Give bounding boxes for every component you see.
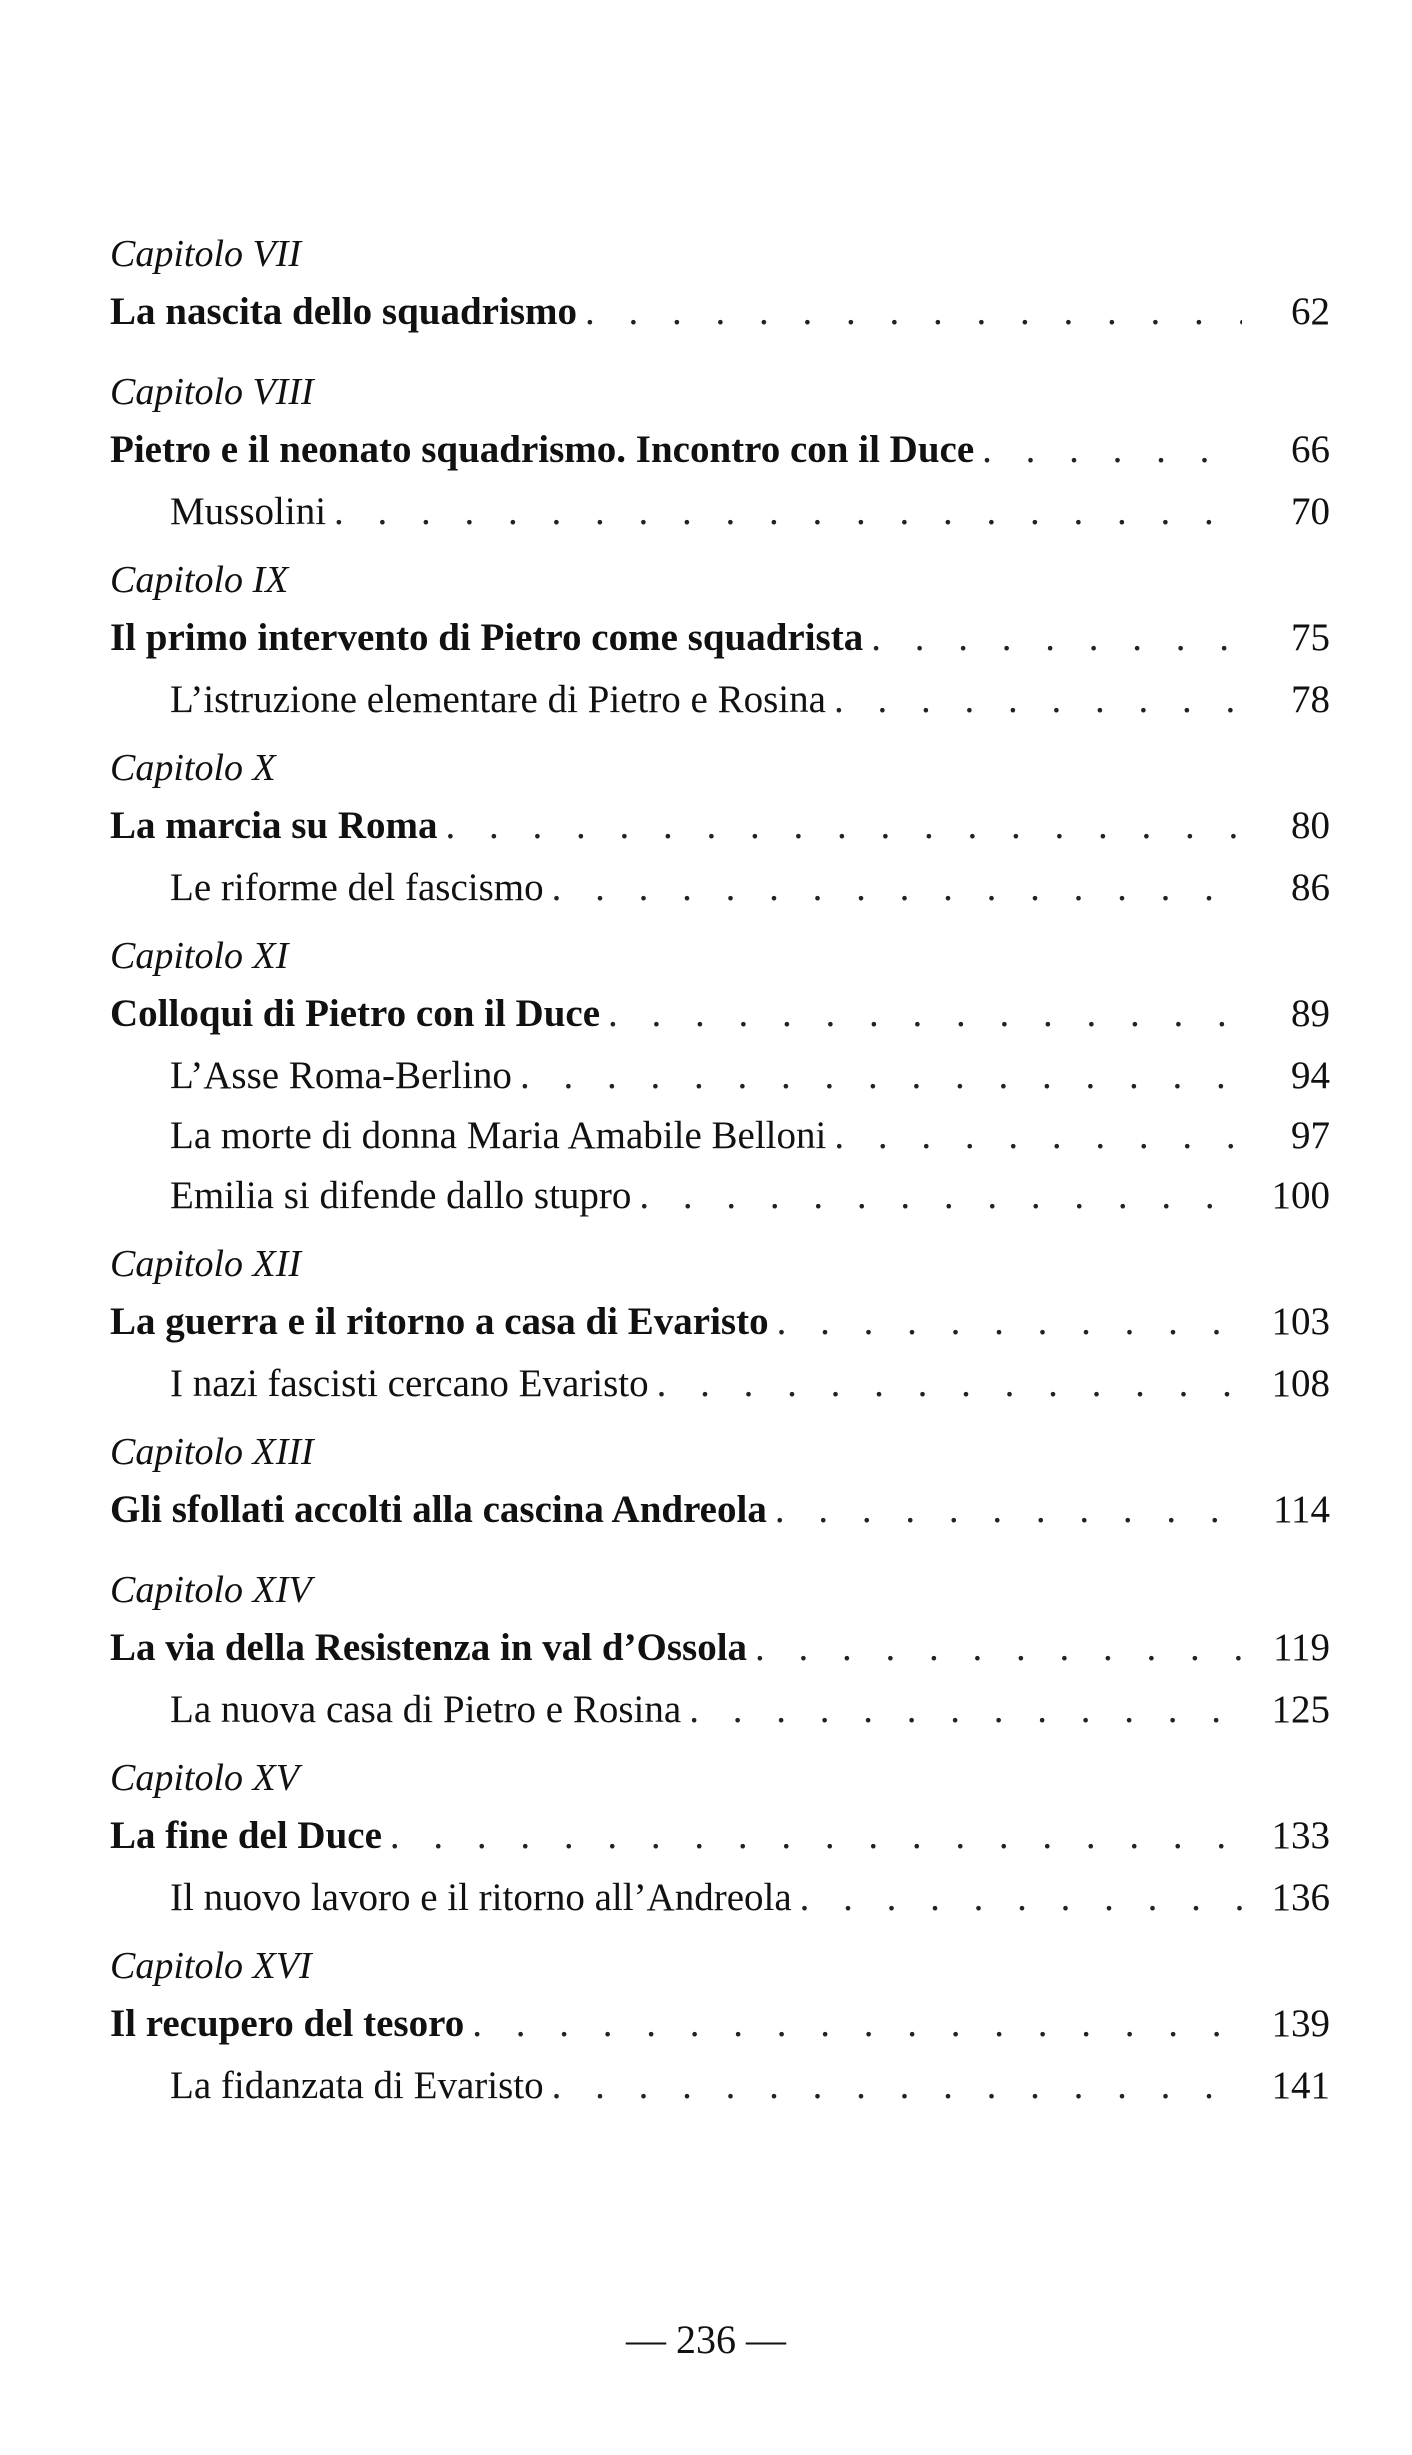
entry-title: Pietro e il neonato squadrismo. Incontro con il Duce [110, 428, 975, 471]
chapter-label: Capitolo VIII [110, 371, 314, 413]
chapter-label: Capitolo XII [110, 1243, 302, 1285]
toc-entry[interactable] [110, 982, 1330, 1046]
subentry-page: 125 [1271, 1688, 1330, 1731]
subentry-page: 97 [1291, 1114, 1330, 1157]
entry-page: 114 [1272, 1488, 1330, 1531]
table-of-contents [110, 228, 1330, 2116]
toc-subentry[interactable] [110, 858, 1330, 918]
subentry-page: 108 [1271, 1362, 1330, 1405]
toc-entry[interactable] [110, 606, 1330, 670]
entry-page: 75 [1291, 616, 1330, 659]
entry-title: Colloqui di Pietro con il Duce [110, 992, 601, 1035]
chapter-7 [110, 228, 1330, 344]
dot-leader [826, 1106, 1242, 1166]
dot-leader [631, 1166, 1242, 1226]
subentry-title: La nuova casa di Pietro e Rosina [170, 1688, 682, 1731]
toc-entry[interactable] [110, 794, 1330, 858]
chapter-label: Capitolo XVI [110, 1945, 312, 1987]
chapter-label: Capitolo IX [110, 559, 289, 601]
entry-page: 66 [1291, 428, 1330, 471]
dot-leader [681, 1680, 1242, 1740]
dot-leader [974, 418, 1242, 482]
dot-leader [512, 1046, 1242, 1106]
subentry-page: 136 [1271, 1876, 1330, 1919]
entry-page: 80 [1291, 804, 1330, 847]
entry-title: La nascita dello squadrismo [110, 290, 577, 333]
dot-leader [792, 1868, 1242, 1928]
entry-page: 103 [1271, 1300, 1330, 1343]
toc-entry[interactable] [110, 1992, 1330, 2056]
entry-page: 133 [1271, 1814, 1330, 1857]
subentry-title: L’istruzione elementare di Pietro e Rosina [170, 678, 826, 721]
toc-subentry[interactable] [110, 1680, 1330, 1740]
subentry-title: Mussolini [170, 490, 327, 533]
chapter-15 [110, 1752, 1330, 1928]
dot-leader [747, 1616, 1242, 1680]
entry-title: La via della Resistenza in val d’Ossola [110, 1626, 748, 1669]
dot-leader [464, 1992, 1242, 2056]
chapter-8 [110, 366, 1330, 542]
toc-entry[interactable] [110, 1290, 1330, 1354]
chapter-label: Capitolo X [110, 747, 276, 789]
entry-title: Il recupero del tesoro [110, 2002, 465, 2045]
toc-entry[interactable] [110, 1616, 1330, 1680]
entry-page: 119 [1272, 1626, 1330, 1669]
chapter-label: Capitolo XV [110, 1757, 299, 1799]
dot-leader [544, 2056, 1242, 2116]
dot-leader [767, 1478, 1242, 1542]
subentry-title: Il nuovo lavoro e il ritorno all’Andreola [170, 1876, 792, 1919]
toc-subentry[interactable] [110, 1868, 1330, 1928]
entry-page: 139 [1271, 2002, 1330, 2045]
subentry-title: L’Asse Roma-Berlino [170, 1054, 512, 1097]
entry-page: 62 [1291, 290, 1330, 333]
dot-leader [577, 280, 1242, 344]
toc-subentry[interactable] [110, 482, 1330, 542]
dot-leader [382, 1804, 1242, 1868]
entry-page: 89 [1291, 992, 1330, 1035]
chapter-label: Capitolo XIII [110, 1431, 314, 1473]
entry-title: Il primo intervento di Pietro come squadrista [110, 616, 864, 659]
dot-leader [544, 858, 1242, 918]
dot-leader [863, 606, 1242, 670]
toc-subentry[interactable] [110, 670, 1330, 730]
subentry-page: 78 [1291, 678, 1330, 721]
subentry-title: La fidanzata di Evaristo [170, 2064, 544, 2107]
chapter-13 [110, 1426, 1330, 1542]
entry-title: La fine del Duce [110, 1814, 382, 1857]
chapter-label: Capitolo VII [110, 233, 302, 275]
chapter-9 [110, 554, 1330, 730]
toc-entry[interactable] [110, 1478, 1330, 1542]
chapter-14 [110, 1564, 1330, 1740]
chapter-label: Capitolo XIV [110, 1569, 312, 1611]
toc-subentry[interactable] [110, 1046, 1330, 1106]
entry-title: La marcia su Roma [110, 804, 438, 847]
chapter-16 [110, 1940, 1330, 2116]
dot-leader [649, 1354, 1242, 1414]
subentry-title: Le riforme del fascismo [170, 866, 544, 909]
toc-subentry[interactable] [110, 2056, 1330, 2116]
toc-entry[interactable] [110, 1804, 1330, 1868]
chapter-12 [110, 1238, 1330, 1414]
subentry-page: 94 [1291, 1054, 1330, 1097]
toc-subentry[interactable] [110, 1106, 1330, 1166]
toc-subentry[interactable] [110, 1354, 1330, 1414]
chapter-11 [110, 930, 1330, 1226]
dot-leader [438, 794, 1242, 858]
subentry-page: 100 [1271, 1174, 1330, 1217]
subentry-page: 141 [1271, 2064, 1330, 2107]
page-number: — 236 — [626, 2317, 786, 2362]
toc-entry[interactable] [110, 418, 1330, 482]
toc-entry[interactable] [110, 280, 1330, 344]
dot-leader [326, 482, 1242, 542]
toc-subentry[interactable] [110, 1166, 1330, 1226]
dot-leader [769, 1290, 1242, 1354]
chapter-label: Capitolo XI [110, 935, 289, 977]
dot-leader [600, 982, 1242, 1046]
dot-leader [826, 670, 1242, 730]
subentry-title: I nazi fascisti cercano Evaristo [170, 1362, 649, 1405]
entry-title: La guerra e il ritorno a casa di Evaristo [110, 1300, 769, 1343]
chapter-10 [110, 742, 1330, 918]
entry-title: Gli sfollati accolti alla cascina Andreola [110, 1488, 767, 1531]
subentry-title: La morte di donna Maria Amabile Belloni [170, 1114, 827, 1157]
subentry-page: 86 [1291, 866, 1330, 909]
subentry-title: Emilia si difende dallo stupro [170, 1174, 632, 1217]
subentry-page: 70 [1291, 490, 1330, 533]
